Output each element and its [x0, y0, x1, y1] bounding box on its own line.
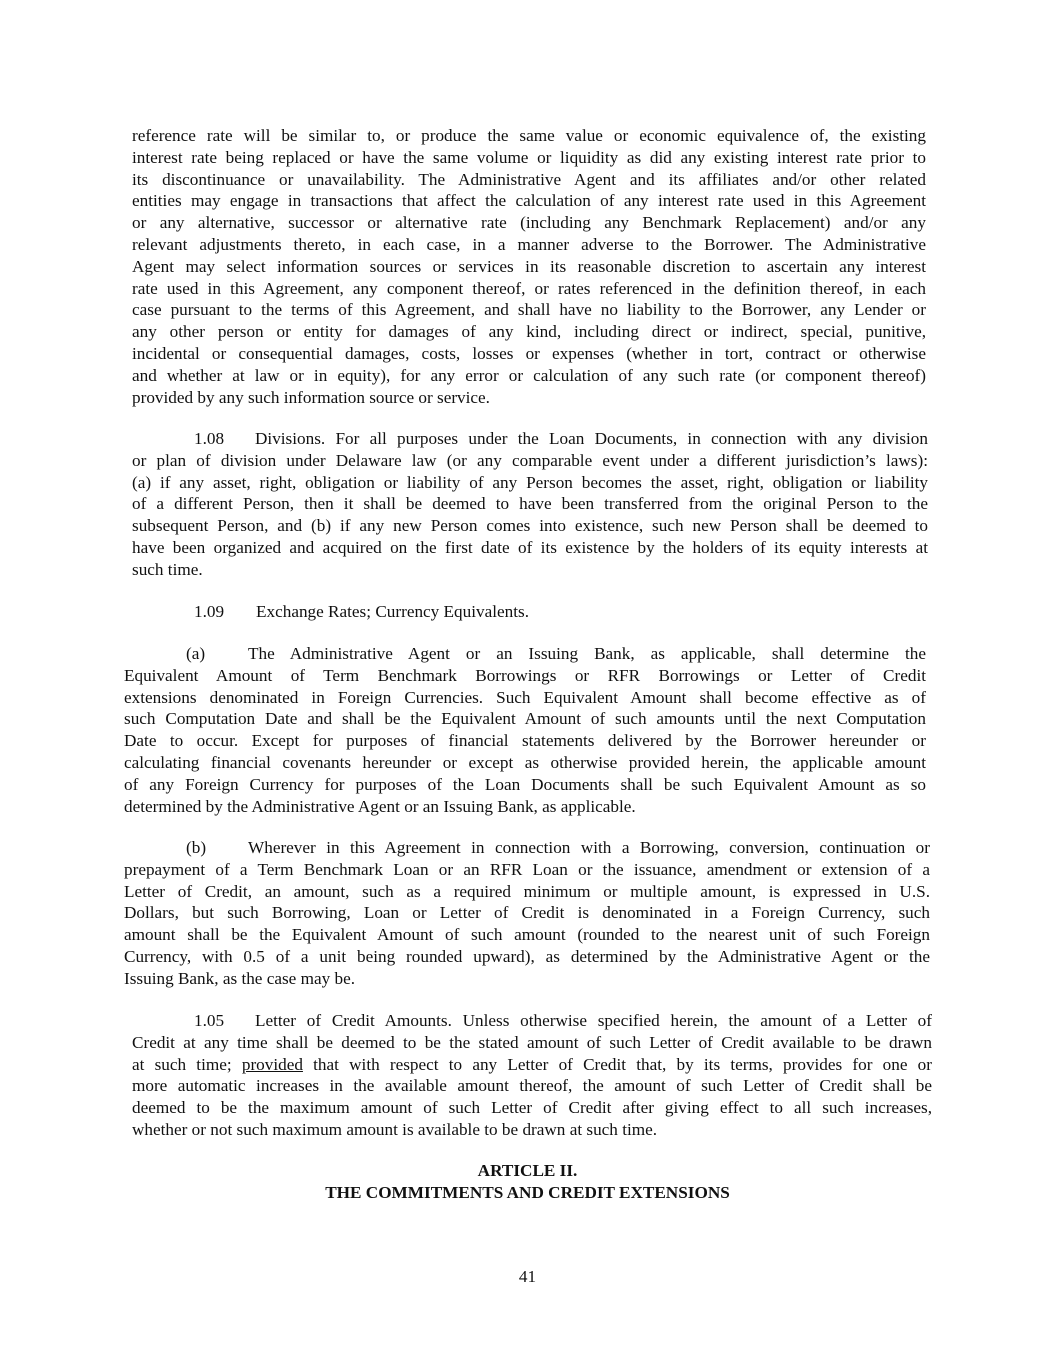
- section-1-09-heading: [194, 601, 614, 623]
- text-line: of any Foreign Currency for purposes of the Loan Documents shall be such Equivalent Amount as so: [124, 774, 926, 794]
- clause-1-09-b: [124, 837, 930, 990]
- section-first-line: [132, 1010, 932, 1032]
- text-line: Currency, with 0.5 of a unit being rounded upward), as determined by the Administrative Agent or the: [124, 946, 930, 966]
- section-1-05-letter-of-credit-amounts: [132, 1010, 932, 1141]
- section-1-08-divisions: [132, 428, 928, 581]
- provided-term: provided: [241, 1054, 303, 1074]
- section-title: Exchange Rates; Currency Equivalents.: [256, 602, 530, 621]
- text-line: calculating financial covenants hereunder or except as otherwise provided herein, the applicable amount: [124, 752, 926, 772]
- text-line: Equivalent Amount of Term Benchmark Borrowings or RFR Borrowings or Letter of Credit: [124, 665, 926, 685]
- text-line: prepayment of a Term Benchmark Loan or an RFR Loan or the issuance, amendment or extension of a: [124, 859, 930, 879]
- section-first-text: Letter of Credit Amounts. Unless otherwise specified herein, the amount of a Letter of: [255, 1011, 932, 1030]
- text-line: such time.: [132, 559, 203, 579]
- text-line: entities may engage in transactions that affect the calculation of any interest rate used in this Agreement: [132, 191, 926, 211]
- section-heading-line: [194, 601, 614, 623]
- article-number: ARTICLE II.: [477, 1161, 578, 1180]
- section-first-line: [132, 428, 928, 450]
- text-line: Issuing Bank, as the case may be.: [124, 968, 356, 988]
- clause-label: (a): [186, 644, 206, 663]
- text-line: or any alternative, successor or alternative rate (including any Benchmark Replacement) and/or any: [132, 213, 926, 233]
- text-line: any other person or entity for damages of any kind, including direct or indirect, special, punitive,: [132, 322, 926, 342]
- text-line: of a different Person, then it shall be deemed to have been transferred from the original Person to the: [132, 494, 928, 514]
- text-line: Date to occur. Except for purposes of financial statements delivered by the Borrower hereunder or: [124, 731, 926, 751]
- text-fragment: that with respect to any Letter of Credit that, by its terms, provides for one or: [302, 1054, 932, 1074]
- text-line: Dollars, but such Borrowing, Loan or Letter of Credit is denominated in a Foreign Currency, such: [124, 903, 930, 923]
- page-number: 41: [518, 1267, 537, 1286]
- article-title: THE COMMITMENTS AND CREDIT EXTENSIONS: [325, 1183, 730, 1202]
- clause-1-09-a: [124, 643, 926, 817]
- clause-first-line: [124, 837, 930, 859]
- text-line: subsequent Person, and (b) if any new Person comes into existence, such new Person shall be deemed to: [132, 516, 928, 536]
- text-line: extensions denominated in Foreign Currencies. Such Equivalent Amount shall become effective as of: [124, 687, 926, 707]
- section-first-text: Divisions. For all purposes under the Loan Documents, in connection with any division: [255, 429, 928, 448]
- text-line: case pursuant to the terms of this Agreement, and shall have no liability to the Borrower, any Lender or: [132, 300, 926, 320]
- clause-first-line: [124, 643, 926, 665]
- text-line: determined by the Administrative Agent or an Issuing Bank, as applicable.: [124, 796, 636, 816]
- text-line: Agent may select information sources or services in its reasonable discretion to ascertain any interest: [132, 256, 926, 276]
- section-number: 1.08: [194, 429, 225, 448]
- text-line: reference rate will be similar to, or produce the same value or economic equivalence of, the existing: [132, 126, 926, 145]
- text-line: Letter of Credit, an amount, such as a required minimum or multiple amount, is expressed in U.S.: [124, 881, 930, 901]
- clause-first-text: Wherever in this Agreement in connection with a Borrowing, conversion, continuation or: [248, 838, 930, 857]
- text-line: rate used in this Agreement, any component thereof, or rates referenced in the definition thereof, in each: [132, 278, 926, 298]
- text-line: incidental or consequential damages, costs, losses or expenses (whether in tort, contract or otherwise: [132, 343, 926, 363]
- text-line: its discontinuance or unavailability. The Administrative Agent and its affiliates and/or other related: [132, 169, 926, 189]
- text-line: amount shall be the Equivalent Amount of such amount (rounded to the nearest unit of such Foreign: [124, 925, 930, 945]
- text-line: relevant adjustments thereto, in each case, in a manner adverse to the Borrower. The Administrative: [132, 234, 926, 254]
- section-number: 1.09: [194, 602, 225, 621]
- text-line: deemed to be the maximum amount of such Letter of Credit after giving effect to all such increases,: [132, 1098, 932, 1118]
- section-number: 1.05: [194, 1011, 225, 1030]
- text-line: and whether at law or in equity), for any error or calculation of any such rate (or component thereof): [132, 365, 926, 385]
- paragraph-benchmark-continuation: [132, 125, 926, 408]
- clause-first-text: The Administrative Agent or an Issuing Bank, as applicable, shall determine the: [248, 644, 926, 663]
- text-line: Credit at any time shall be deemed to be the stated amount of such Letter of Credit available to be drawn: [132, 1032, 932, 1052]
- text-line: (a) if any asset, right, obligation or liability of any Person becomes the asset, right, obligation or liability: [132, 472, 928, 492]
- clause-label: (b): [186, 838, 207, 857]
- text-line: such Computation Date and shall be the Equivalent Amount of such amounts until the next Computation: [124, 709, 926, 729]
- text-line: interest rate being replaced or have the same volume or liquidity as did any existing interest rate prior to: [132, 147, 926, 167]
- text-fragment: at such time;: [132, 1054, 242, 1074]
- text-line: whether or not such maximum amount is available to be drawn at such time.: [132, 1119, 658, 1139]
- text-line: or plan of division under Delaware law (or any comparable event under a different jurisdiction’s laws):: [132, 450, 928, 470]
- text-line: [132, 1054, 932, 1076]
- text-line: provided by any such information source or service.: [132, 387, 490, 407]
- text-line: have been organized and acquired on the first date of its existence by the holders of its equity interests at: [132, 537, 928, 557]
- text-line: more automatic increases in the available amount thereof, the amount of such Letter of Credit shall be: [132, 1076, 932, 1096]
